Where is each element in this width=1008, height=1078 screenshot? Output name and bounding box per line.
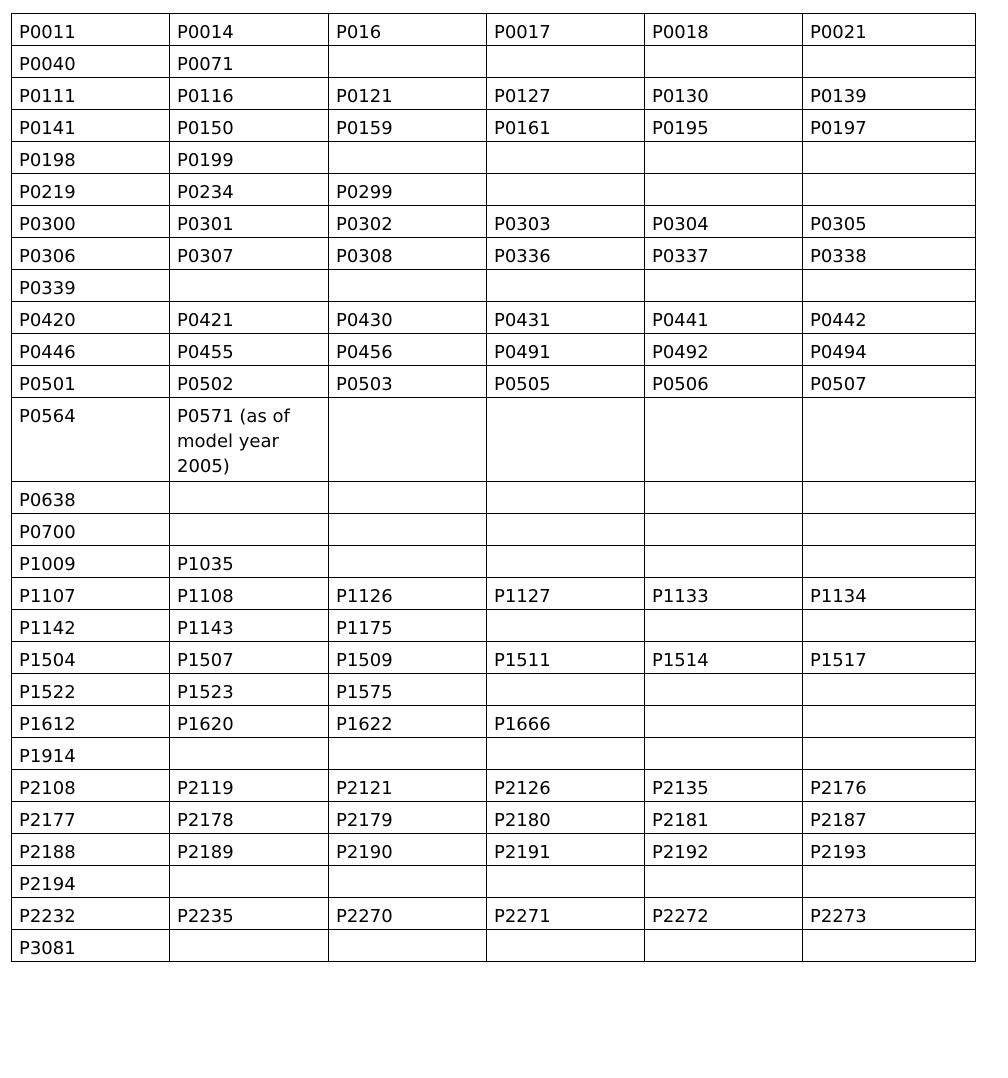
table-cell: P1009: [12, 546, 170, 578]
table-cell: P0503: [329, 366, 487, 398]
table-cell: [487, 738, 645, 770]
table-cell: P2178: [170, 802, 329, 834]
table-cell: [803, 866, 976, 898]
table-cell: [803, 174, 976, 206]
table-cell: P1514: [645, 642, 803, 674]
table-cell: [329, 398, 487, 482]
table-cell: [170, 738, 329, 770]
table-row: [12, 770, 976, 802]
table-cell: [645, 930, 803, 962]
table-cell: P0014: [170, 14, 329, 46]
table-cell: [803, 482, 976, 514]
table-row: [12, 46, 976, 78]
table-cell: P0304: [645, 206, 803, 238]
table-cell: [645, 398, 803, 482]
table-cell: [329, 546, 487, 578]
table-cell: P2193: [803, 834, 976, 866]
table-cell: P0161: [487, 110, 645, 142]
table-row: [12, 398, 976, 482]
table-cell: [329, 514, 487, 546]
table-cell: P0302: [329, 206, 487, 238]
table-cell: P0501: [12, 366, 170, 398]
table-cell: P0700: [12, 514, 170, 546]
table-row: [12, 866, 976, 898]
table-cell: P016: [329, 14, 487, 46]
table-cell: P1612: [12, 706, 170, 738]
table-cell: P2191: [487, 834, 645, 866]
table-cell: P0127: [487, 78, 645, 110]
table-cell: P3081: [12, 930, 170, 962]
table-cell: P0420: [12, 302, 170, 334]
table-cell: P0564: [12, 398, 170, 482]
table-cell: [803, 674, 976, 706]
table-cell: P1666: [487, 706, 645, 738]
table-cell: P0507: [803, 366, 976, 398]
table-cell: [170, 866, 329, 898]
table-cell: P0111: [12, 78, 170, 110]
table-cell: [329, 930, 487, 962]
table-cell: P0421: [170, 302, 329, 334]
table-cell: P0339: [12, 270, 170, 302]
table-cell: P1575: [329, 674, 487, 706]
table-row: [12, 834, 976, 866]
table-cell: [487, 482, 645, 514]
table-cell: P0219: [12, 174, 170, 206]
table-cell: P0299: [329, 174, 487, 206]
table-cell: P2180: [487, 802, 645, 834]
table-cell: P2187: [803, 802, 976, 834]
table-cell: [329, 46, 487, 78]
table-cell: [487, 398, 645, 482]
table-cell: P2235: [170, 898, 329, 930]
table-cell: P0491: [487, 334, 645, 366]
table-cell: P1622: [329, 706, 487, 738]
table-cell: [645, 174, 803, 206]
table-cell: [803, 398, 976, 482]
table-cell: P0455: [170, 334, 329, 366]
table-cell: P0198: [12, 142, 170, 174]
table-cell: [487, 514, 645, 546]
table-cell: P0116: [170, 78, 329, 110]
table-cell: P2176: [803, 770, 976, 802]
table-cell: [645, 46, 803, 78]
table-cell: [170, 514, 329, 546]
table-cell: P0139: [803, 78, 976, 110]
table-cell: [170, 930, 329, 962]
table-cell: P1134: [803, 578, 976, 610]
table-row: [12, 578, 976, 610]
table-cell: [487, 674, 645, 706]
table-cell: [803, 142, 976, 174]
table-cell: P0638: [12, 482, 170, 514]
table-row: [12, 110, 976, 142]
table-cell: [803, 514, 976, 546]
table-cell: [803, 546, 976, 578]
table-cell: P2272: [645, 898, 803, 930]
table-cell: P2121: [329, 770, 487, 802]
table-cell: P1517: [803, 642, 976, 674]
table-cell: P0011: [12, 14, 170, 46]
table-row: [12, 238, 976, 270]
table-row: [12, 610, 976, 642]
table-cell: P0502: [170, 366, 329, 398]
table-row: [12, 14, 976, 46]
table-cell: [803, 706, 976, 738]
table-cell: [329, 482, 487, 514]
table-cell: P2194: [12, 866, 170, 898]
table-cell: P1504: [12, 642, 170, 674]
table-cell: [487, 866, 645, 898]
table-cell: P2108: [12, 770, 170, 802]
table-cell: [487, 930, 645, 962]
table-cell: [487, 46, 645, 78]
table-cell: P1107: [12, 578, 170, 610]
table-cell: P0571 (as of model year 2005): [170, 398, 329, 482]
table-cell: P0494: [803, 334, 976, 366]
table-row: [12, 270, 976, 302]
table-cell: P0234: [170, 174, 329, 206]
table-row: [12, 142, 976, 174]
table-cell: P1126: [329, 578, 487, 610]
table-cell: P1522: [12, 674, 170, 706]
table-cell: [645, 674, 803, 706]
table-cell: P1523: [170, 674, 329, 706]
table-row: [12, 642, 976, 674]
table-cell: P2188: [12, 834, 170, 866]
table-cell: P0430: [329, 302, 487, 334]
table-cell: P2190: [329, 834, 487, 866]
table-cell: P0442: [803, 302, 976, 334]
table-cell: P0431: [487, 302, 645, 334]
table-cell: P0446: [12, 334, 170, 366]
table-cell: [803, 610, 976, 642]
table-cell: [645, 142, 803, 174]
table-cell: P0308: [329, 238, 487, 270]
table-cell: [329, 142, 487, 174]
table-cell: [329, 738, 487, 770]
table-cell: [803, 270, 976, 302]
table-cell: P2273: [803, 898, 976, 930]
table-cell: P0303: [487, 206, 645, 238]
table-row: [12, 898, 976, 930]
table-cell: P0018: [645, 14, 803, 46]
table-cell: [645, 610, 803, 642]
table-row: [12, 482, 976, 514]
table-cell: P1133: [645, 578, 803, 610]
table-cell: P1620: [170, 706, 329, 738]
table-cell: P0300: [12, 206, 170, 238]
table-row: [12, 514, 976, 546]
table-cell: P0506: [645, 366, 803, 398]
table-cell: [487, 270, 645, 302]
table-row: [12, 366, 976, 398]
table-cell: P0301: [170, 206, 329, 238]
table-cell: P0130: [645, 78, 803, 110]
table-row: [12, 706, 976, 738]
table-cell: P0307: [170, 238, 329, 270]
table-cell: P1507: [170, 642, 329, 674]
table-cell: [645, 482, 803, 514]
table-cell: P1511: [487, 642, 645, 674]
table-cell: P2135: [645, 770, 803, 802]
table-cell: [645, 514, 803, 546]
table-row: [12, 206, 976, 238]
table-cell: [329, 270, 487, 302]
table-cell: P2271: [487, 898, 645, 930]
table-cell: P0338: [803, 238, 976, 270]
table-cell: P0141: [12, 110, 170, 142]
table-cell: P2177: [12, 802, 170, 834]
table-cell: [803, 930, 976, 962]
table-cell: P2181: [645, 802, 803, 834]
table-cell: P0456: [329, 334, 487, 366]
table-row: [12, 930, 976, 962]
table-cell: P0441: [645, 302, 803, 334]
table-cell: P2270: [329, 898, 487, 930]
table-cell: P2126: [487, 770, 645, 802]
table-row: [12, 174, 976, 206]
table-cell: [645, 270, 803, 302]
table-cell: P0021: [803, 14, 976, 46]
table-cell: P0121: [329, 78, 487, 110]
table-cell: P1108: [170, 578, 329, 610]
table-cell: P1914: [12, 738, 170, 770]
table-cell: P0306: [12, 238, 170, 270]
table-cell: [487, 546, 645, 578]
table-cell: P2179: [329, 802, 487, 834]
table-cell: P1509: [329, 642, 487, 674]
table-cell: P0492: [645, 334, 803, 366]
table-cell: [645, 546, 803, 578]
table-cell: [170, 482, 329, 514]
table-cell: P2189: [170, 834, 329, 866]
table-row: [12, 78, 976, 110]
table-cell: P1175: [329, 610, 487, 642]
fault-code-table-body: [12, 14, 976, 962]
table-cell: P1143: [170, 610, 329, 642]
table-cell: P0071: [170, 46, 329, 78]
table-cell: P0197: [803, 110, 976, 142]
table-cell: [487, 610, 645, 642]
table-cell: P1142: [12, 610, 170, 642]
table-row: [12, 302, 976, 334]
table-cell: P0195: [645, 110, 803, 142]
table-cell: [487, 174, 645, 206]
table-cell: [487, 142, 645, 174]
table-cell: P2232: [12, 898, 170, 930]
table-cell: [645, 866, 803, 898]
table-row: [12, 546, 976, 578]
table-cell: [329, 866, 487, 898]
table-cell: [645, 706, 803, 738]
table-row: [12, 738, 976, 770]
table-cell: P0040: [12, 46, 170, 78]
table-cell: P0336: [487, 238, 645, 270]
table-cell: P1035: [170, 546, 329, 578]
table-cell: P0159: [329, 110, 487, 142]
table-row: [12, 802, 976, 834]
table-cell: P0017: [487, 14, 645, 46]
table-cell: P0305: [803, 206, 976, 238]
table-cell: P1127: [487, 578, 645, 610]
table-cell: P0150: [170, 110, 329, 142]
table-row: [12, 334, 976, 366]
table-cell: P0199: [170, 142, 329, 174]
table-cell: [170, 270, 329, 302]
table-row: [12, 674, 976, 706]
table-cell: [645, 738, 803, 770]
table-cell: P0505: [487, 366, 645, 398]
table-cell: P2119: [170, 770, 329, 802]
table-cell: [803, 46, 976, 78]
fault-code-table: [11, 13, 976, 962]
table-cell: [803, 738, 976, 770]
table-cell: P0337: [645, 238, 803, 270]
table-cell: P2192: [645, 834, 803, 866]
